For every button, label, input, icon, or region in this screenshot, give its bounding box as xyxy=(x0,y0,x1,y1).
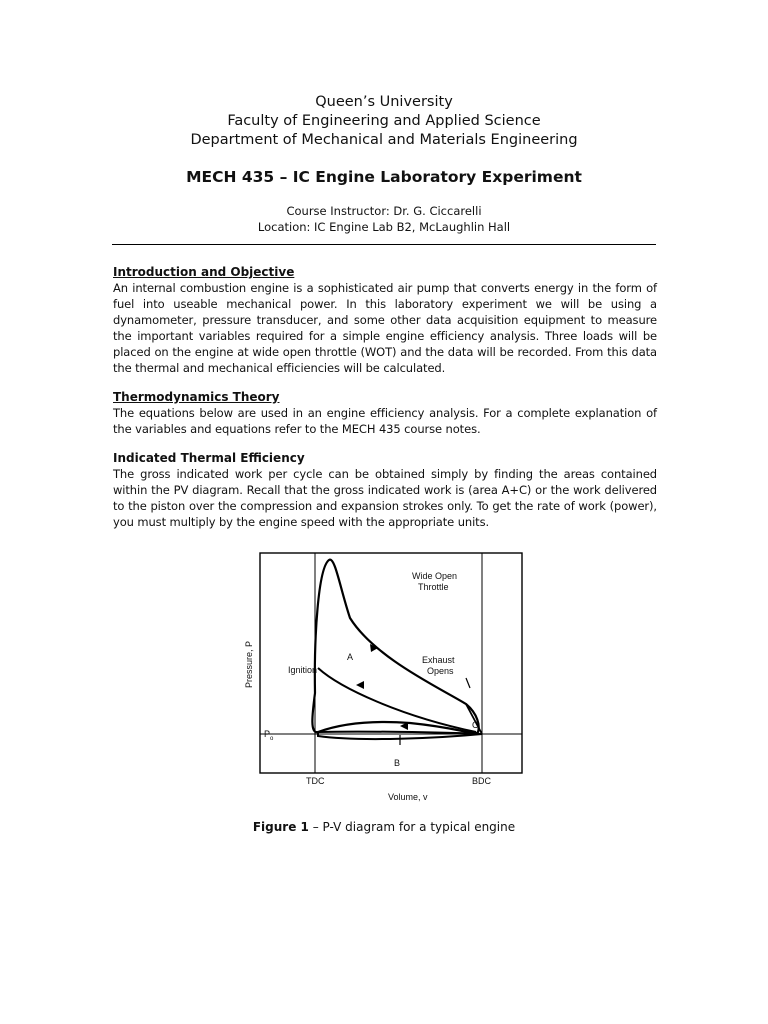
section-indicated-efficiency xyxy=(113,450,657,530)
arrow-compression xyxy=(356,681,364,689)
section-heading: Thermodynamics Theory xyxy=(113,390,280,404)
tick-exhaust xyxy=(466,678,470,688)
y-axis-label: Pressure, P xyxy=(244,640,254,688)
course-title: MECH 435 – IC Engine Laboratory Experiment xyxy=(186,168,582,186)
caption-label: Figure 1 xyxy=(252,820,309,834)
x-axis-label: Volume, v xyxy=(388,792,428,802)
label-c: C xyxy=(472,720,479,730)
label-exhaust2: Opens xyxy=(427,666,454,676)
section-heading: Introduction and Objective xyxy=(113,265,295,279)
label-ignition: Ignition xyxy=(288,665,318,675)
label-a: A xyxy=(347,652,354,662)
label-bdc: BDC xyxy=(472,776,492,786)
label-wot: Wide Open xyxy=(412,571,458,581)
header-divider xyxy=(112,244,656,245)
plot-frame xyxy=(260,553,522,773)
label-tdc: TDC xyxy=(306,776,325,786)
section-body: The equations below are used in an engine efficiency analysis. For a complete explanation of the variables and equations refer to the MECH 435 course notes. xyxy=(113,406,657,436)
department-name: Department of Mechanical and Materials Engineering xyxy=(190,132,578,148)
label-exhaust: Exhaust xyxy=(422,655,455,665)
course-location: Location: IC Engine Lab B2, McLaughlin Hall xyxy=(257,220,511,234)
faculty-name: Faculty of Engineering and Applied Science xyxy=(227,113,541,129)
label-b: B xyxy=(394,758,401,768)
section-body: The gross indicated work per cycle can be obtained simply by finding the areas contained within the PV diagram. Recall that the gross indicated work is (area A+C) or the work delivered to the piston over the compression and expansion strokes only. To get the rate of work (power), you must multiply by the engine speed with the appropriate units. xyxy=(113,467,657,529)
figure-caption xyxy=(0,820,768,834)
section-introduction xyxy=(113,264,657,376)
section-heading: Indicated Thermal Efficiency xyxy=(113,451,305,465)
label-p0: P xyxy=(264,729,271,739)
university-name: Queen’s University xyxy=(315,94,453,110)
course-instructor: Course Instructor: Dr. G. Ciccarelli xyxy=(286,204,482,218)
power-loop xyxy=(312,560,478,733)
label-p0-sub: o xyxy=(270,736,274,742)
section-body: An internal combustion engine is a sophisticated air pump that converts energy in the form of fuel into useable mechanical power. In this laboratory experiment we will be using a dynamometer, pressure transducer, and some other data acquisition equipment to measure the important variables required for a simple engine efficiency analysis. Three loads will be placed on the engine at wide open throttle (WOT) and the data will be recorded. From this data the thermal and mechanical efficiencies will be calculated. xyxy=(113,281,657,375)
label-wot2: Throttle xyxy=(418,582,449,592)
pv-diagram xyxy=(240,548,540,808)
caption-text: – P-V diagram for a typical engine xyxy=(308,820,516,834)
section-thermodynamics xyxy=(113,389,657,437)
